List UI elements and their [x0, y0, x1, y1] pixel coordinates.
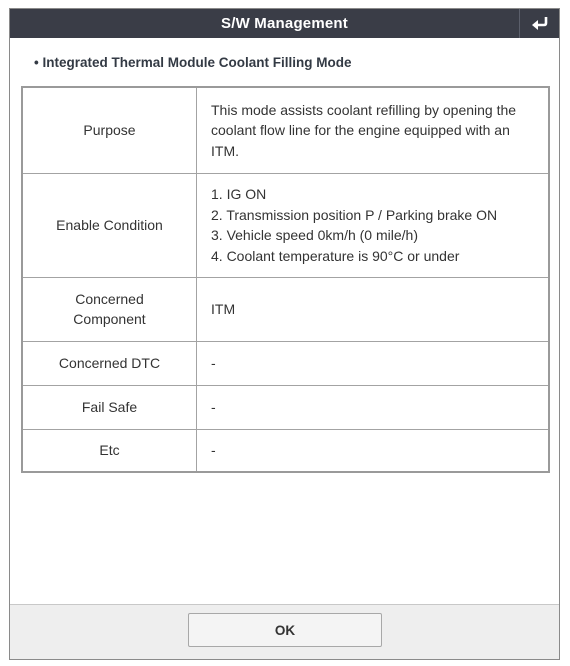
sw-management-dialog: [9, 8, 560, 660]
label-line: Component: [73, 311, 146, 327]
purpose-label: Purpose: [22, 87, 197, 173]
return-arrow-icon: [531, 16, 549, 32]
mode-info-table: [21, 86, 550, 473]
table-row-concerned-dtc: [22, 341, 549, 385]
purpose-line: This mode assists coolant refilling by opening the: [211, 101, 517, 118]
back-button[interactable]: [519, 9, 559, 38]
label-line: Concerned: [75, 291, 144, 307]
condition-line: 4. Coolant temperature is 90°C or under: [211, 247, 460, 264]
concerned-dtc-value: -: [197, 341, 550, 385]
table-row-enable-condition: [22, 173, 549, 277]
table-row-etc: [22, 429, 549, 472]
dialog-footer: [10, 604, 559, 659]
title-bar: [10, 9, 559, 38]
concerned-component-value: ITM: [197, 277, 550, 341]
purpose-value: [197, 87, 550, 173]
etc-label: Etc: [22, 429, 197, 472]
ok-button[interactable]: OK: [188, 613, 382, 647]
table-row-fail-safe: [22, 385, 549, 429]
purpose-line: ITM.: [211, 142, 239, 159]
purpose-line: coolant flow line for the engine equipped with an: [211, 122, 510, 138]
fail-safe-label: Fail Safe: [22, 385, 197, 429]
enable-condition-value: [197, 173, 550, 277]
table-row-concerned-component: [22, 277, 549, 341]
condition-line: 1. IG ON: [211, 186, 267, 202]
condition-line: 3. Vehicle speed 0km/h (0 mile/h): [211, 227, 418, 243]
condition-line: 2. Transmission position P / Parking brake ON: [211, 206, 498, 223]
etc-value: -: [197, 429, 550, 472]
enable-condition-label: Enable Condition: [22, 173, 197, 277]
mode-heading: • Integrated Thermal Module Coolant Filling Mode: [34, 55, 352, 70]
concerned-dtc-label: Concerned DTC: [22, 341, 197, 385]
fail-safe-value: -: [197, 385, 550, 429]
dialog-title: S/W Management: [221, 15, 348, 32]
table-row-purpose: [22, 87, 549, 173]
concerned-component-label: [22, 277, 197, 341]
